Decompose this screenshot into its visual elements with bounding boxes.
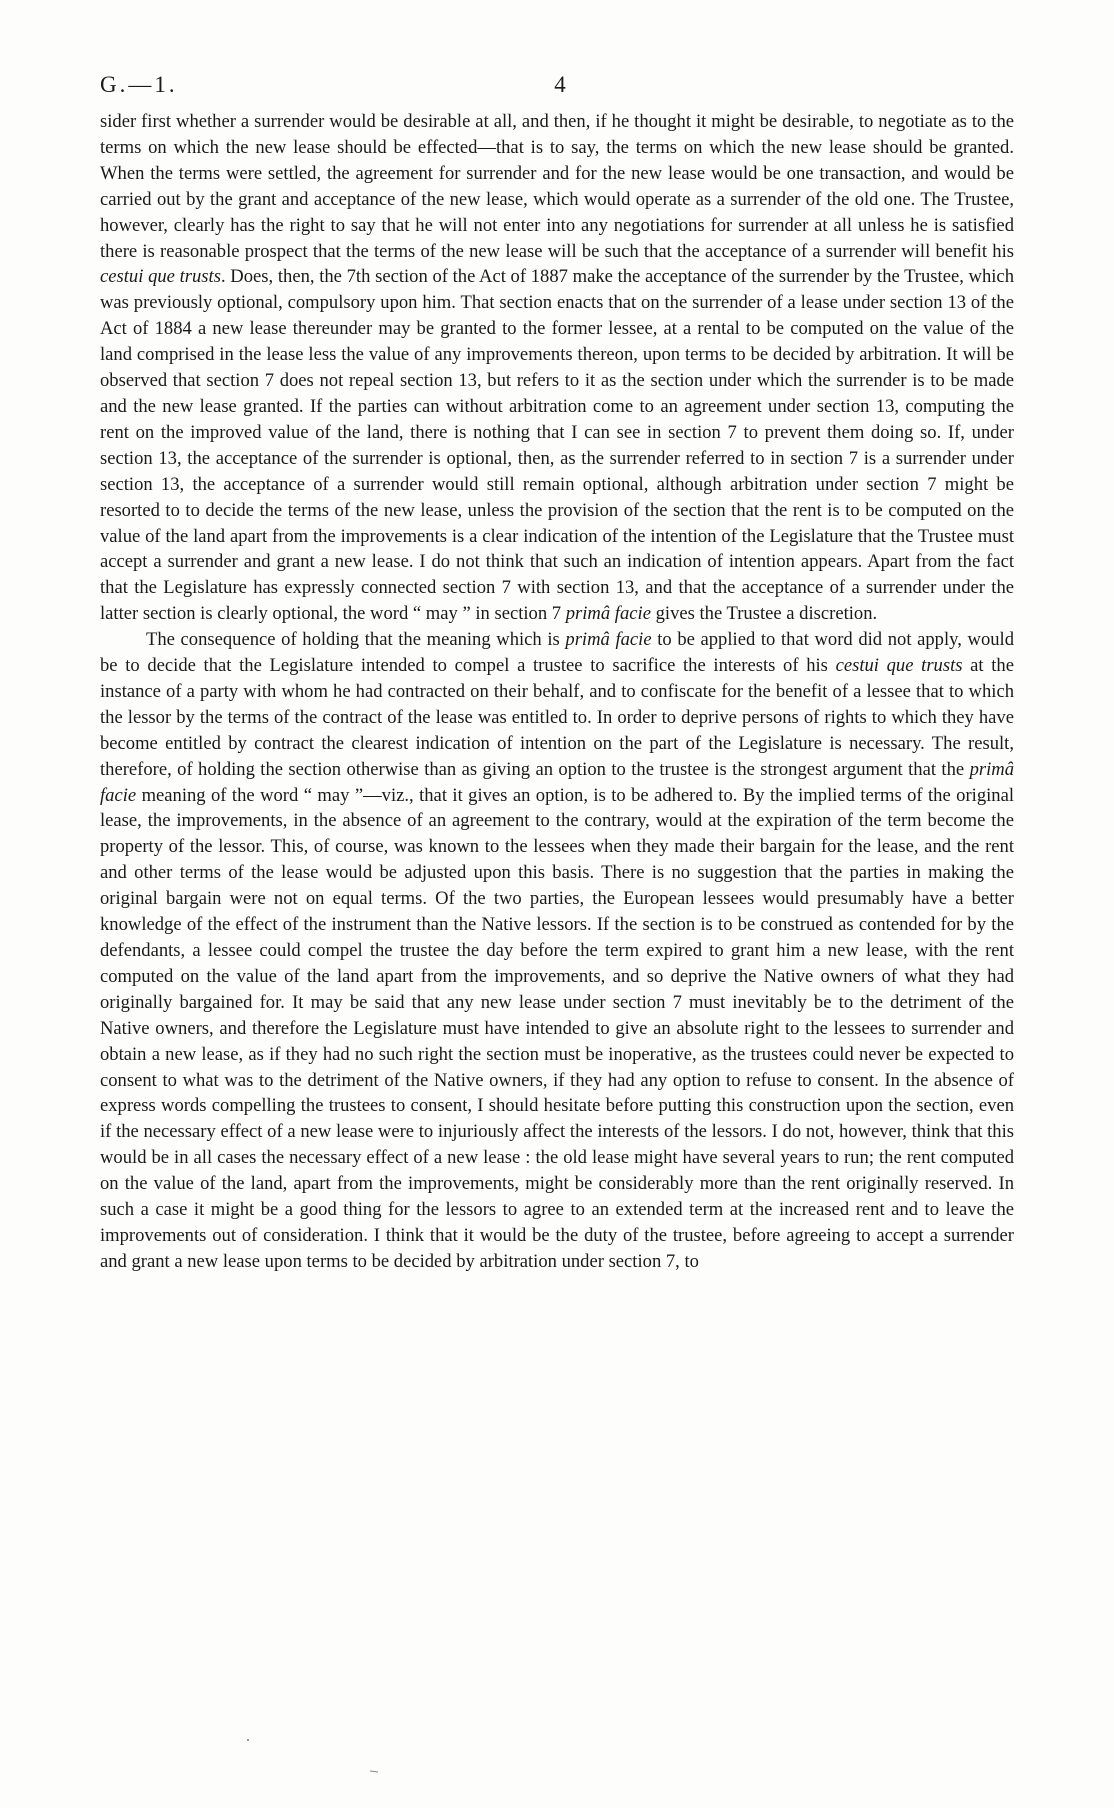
italic-run: primâ facie [100,758,1014,806]
text-run: gives the Trustee a discretion. [650,603,878,625]
paragraph-2 [100,627,1014,1275]
scan-speck [247,1739,249,1741]
italic-run: cestui que trusts [100,266,221,288]
document-reference: G.—1. [100,72,178,97]
text-run: The consequence of holding that the meaning which is [146,629,566,651]
paragraph-1 [100,109,1014,627]
page-number: 4 [554,72,566,97]
scan-speck [370,1771,378,1772]
text-run: to be applied to that word did not apply, would be to decide that the Legislature intended to compel a trustee to sacrifice the interests of his [100,629,1014,677]
running-header [100,72,1014,106]
italic-run: primâ facie [565,603,651,625]
text-run: sider first whether a surrender would be desirable at all, and then, if he thought it might be desirable, to negotiate as to the terms on which the new lease should be effected—that is to say, the terms on which the new lease should be granted. When the terms were settled, the agreement for surrender and for the new lease would be one transaction, and would be carried out by the grant and acceptance of the new lease, which would operate as a surrender of the old one. The Trustee, however, clearly has the right to say that he will not enter into any negotiations for surrender at all unless he is satisfied there is reasonable prospect that the terms of the new lease will be such that the acceptance of a surrender will benefit his [100,111,1014,262]
italic-run: cestui que trusts [835,655,963,677]
text-run: . Does, then, the 7th section of the Act of 1887 make the acceptance of the surrender by the Trustee, which was previously optional, compulsory upon him. That section enacts that on the surrender of a lease under section 13 of the Act of 1884 a new lease thereunder may be granted to the former lessee, at a rental to be computed on the value of the land comprised in the lease less the value of any improvements thereon, upon terms to be decided by arbitration. It will be observed that section 7 does not repeal section 13, but refers to it as the section under which the surrender is to be made and the new lease granted. If the parties can without arbitration come to an agreement under section 13, computing the rent on the improved value of the land, there is nothing that I can see in section 7 to prevent them doing so. If, under section 13, the acceptance of the surrender is optional, then, as the surrender referred to in section 7 is a surrender under section 13, the acceptance of a surrender would still remain optional, although arbitration under section 7 might be resorted to to decide the terms of the new lease, unless the provision of the section that the rent is to be computed on the value of the land apart from the improvements is a clear indication of the intention of the Legislature that the Trustee must accept a surrender and grant a new lease. I do not think that such an indication of intention appears. Apart from the fact that the Legislature has expressly connected section 7 with section 13, and that the acceptance of a surrender under the latter section is clearly optional, the word “ may ” in section 7 [100,266,1014,625]
text-run: at the instance of a party with whom he had contracted on their behalf, and to confiscate for the benefit of a lessee that to which the lessor by the terms of the contract of the lease was entitled to. In order to deprive persons of rights to which they have become entitled by contract the clearest indication of intention on the part of the Legislature is necessary. The result, therefore, of holding the section otherwise than as giving an option to the trustee is the strongest argument that the [100,655,1014,780]
body-text [100,109,1014,1275]
text-run: meaning of the word “ may ”—viz., that it gives an option, is to be adhered to. By the implied terms of the original lease, the improvements, in the absence of an agreement to the contrary, would at the expiration of the term become the property of the lessor. This, of course, was known to the lessees when they made their bargain for the lease, and the rent and other terms of the lease would be adjusted upon this basis. There is no suggestion that the parties in making the original bargain were not on equal terms. Of the two parties, the European lessees would presumably have a better knowledge of the effect of the instrument than the Native lessors. If the section is to be construed as contended for by the defendants, a lessee could compel the trustee the day before the term expired to grant him a new lease, with the rent computed on the value of the land apart from the improvements, and so deprive the Native owners of what they had originally bargained for. It may be said that any new lease under section 7 must inevitably be to the detriment of the Native owners, and therefore the Legislature must have intended to give an absolute right to the lessees to surrender and obtain a new lease, as if they had no such right the section must be inoperative, as the trustees could never be expected to consent to what was to the detriment of the Native owners, if they had any option to refuse to consent. In the absence of express words compelling the trustees to consent, I should hesitate before putting this construction upon the section, even if the necessary effect of a new lease were to injuriously affect the interests of the lessors. I do not, however, think that this would be in all cases the necessary effect of a new lease : the old lease might have several years to run; the rent computed on the value of the land, apart from the improvements, might be considerably more than the rent originally reserved. In such a case it might be a good thing for the lessors to agree to an extended term at the increased rent and to leave the improvements out of consideration. I think that it would be the duty of the trustee, before agreeing to accept a surrender and grant a new lease upon terms to be decided by arbitration under section 7, to [100,784,1014,1272]
italic-run: primâ facie [565,629,652,651]
